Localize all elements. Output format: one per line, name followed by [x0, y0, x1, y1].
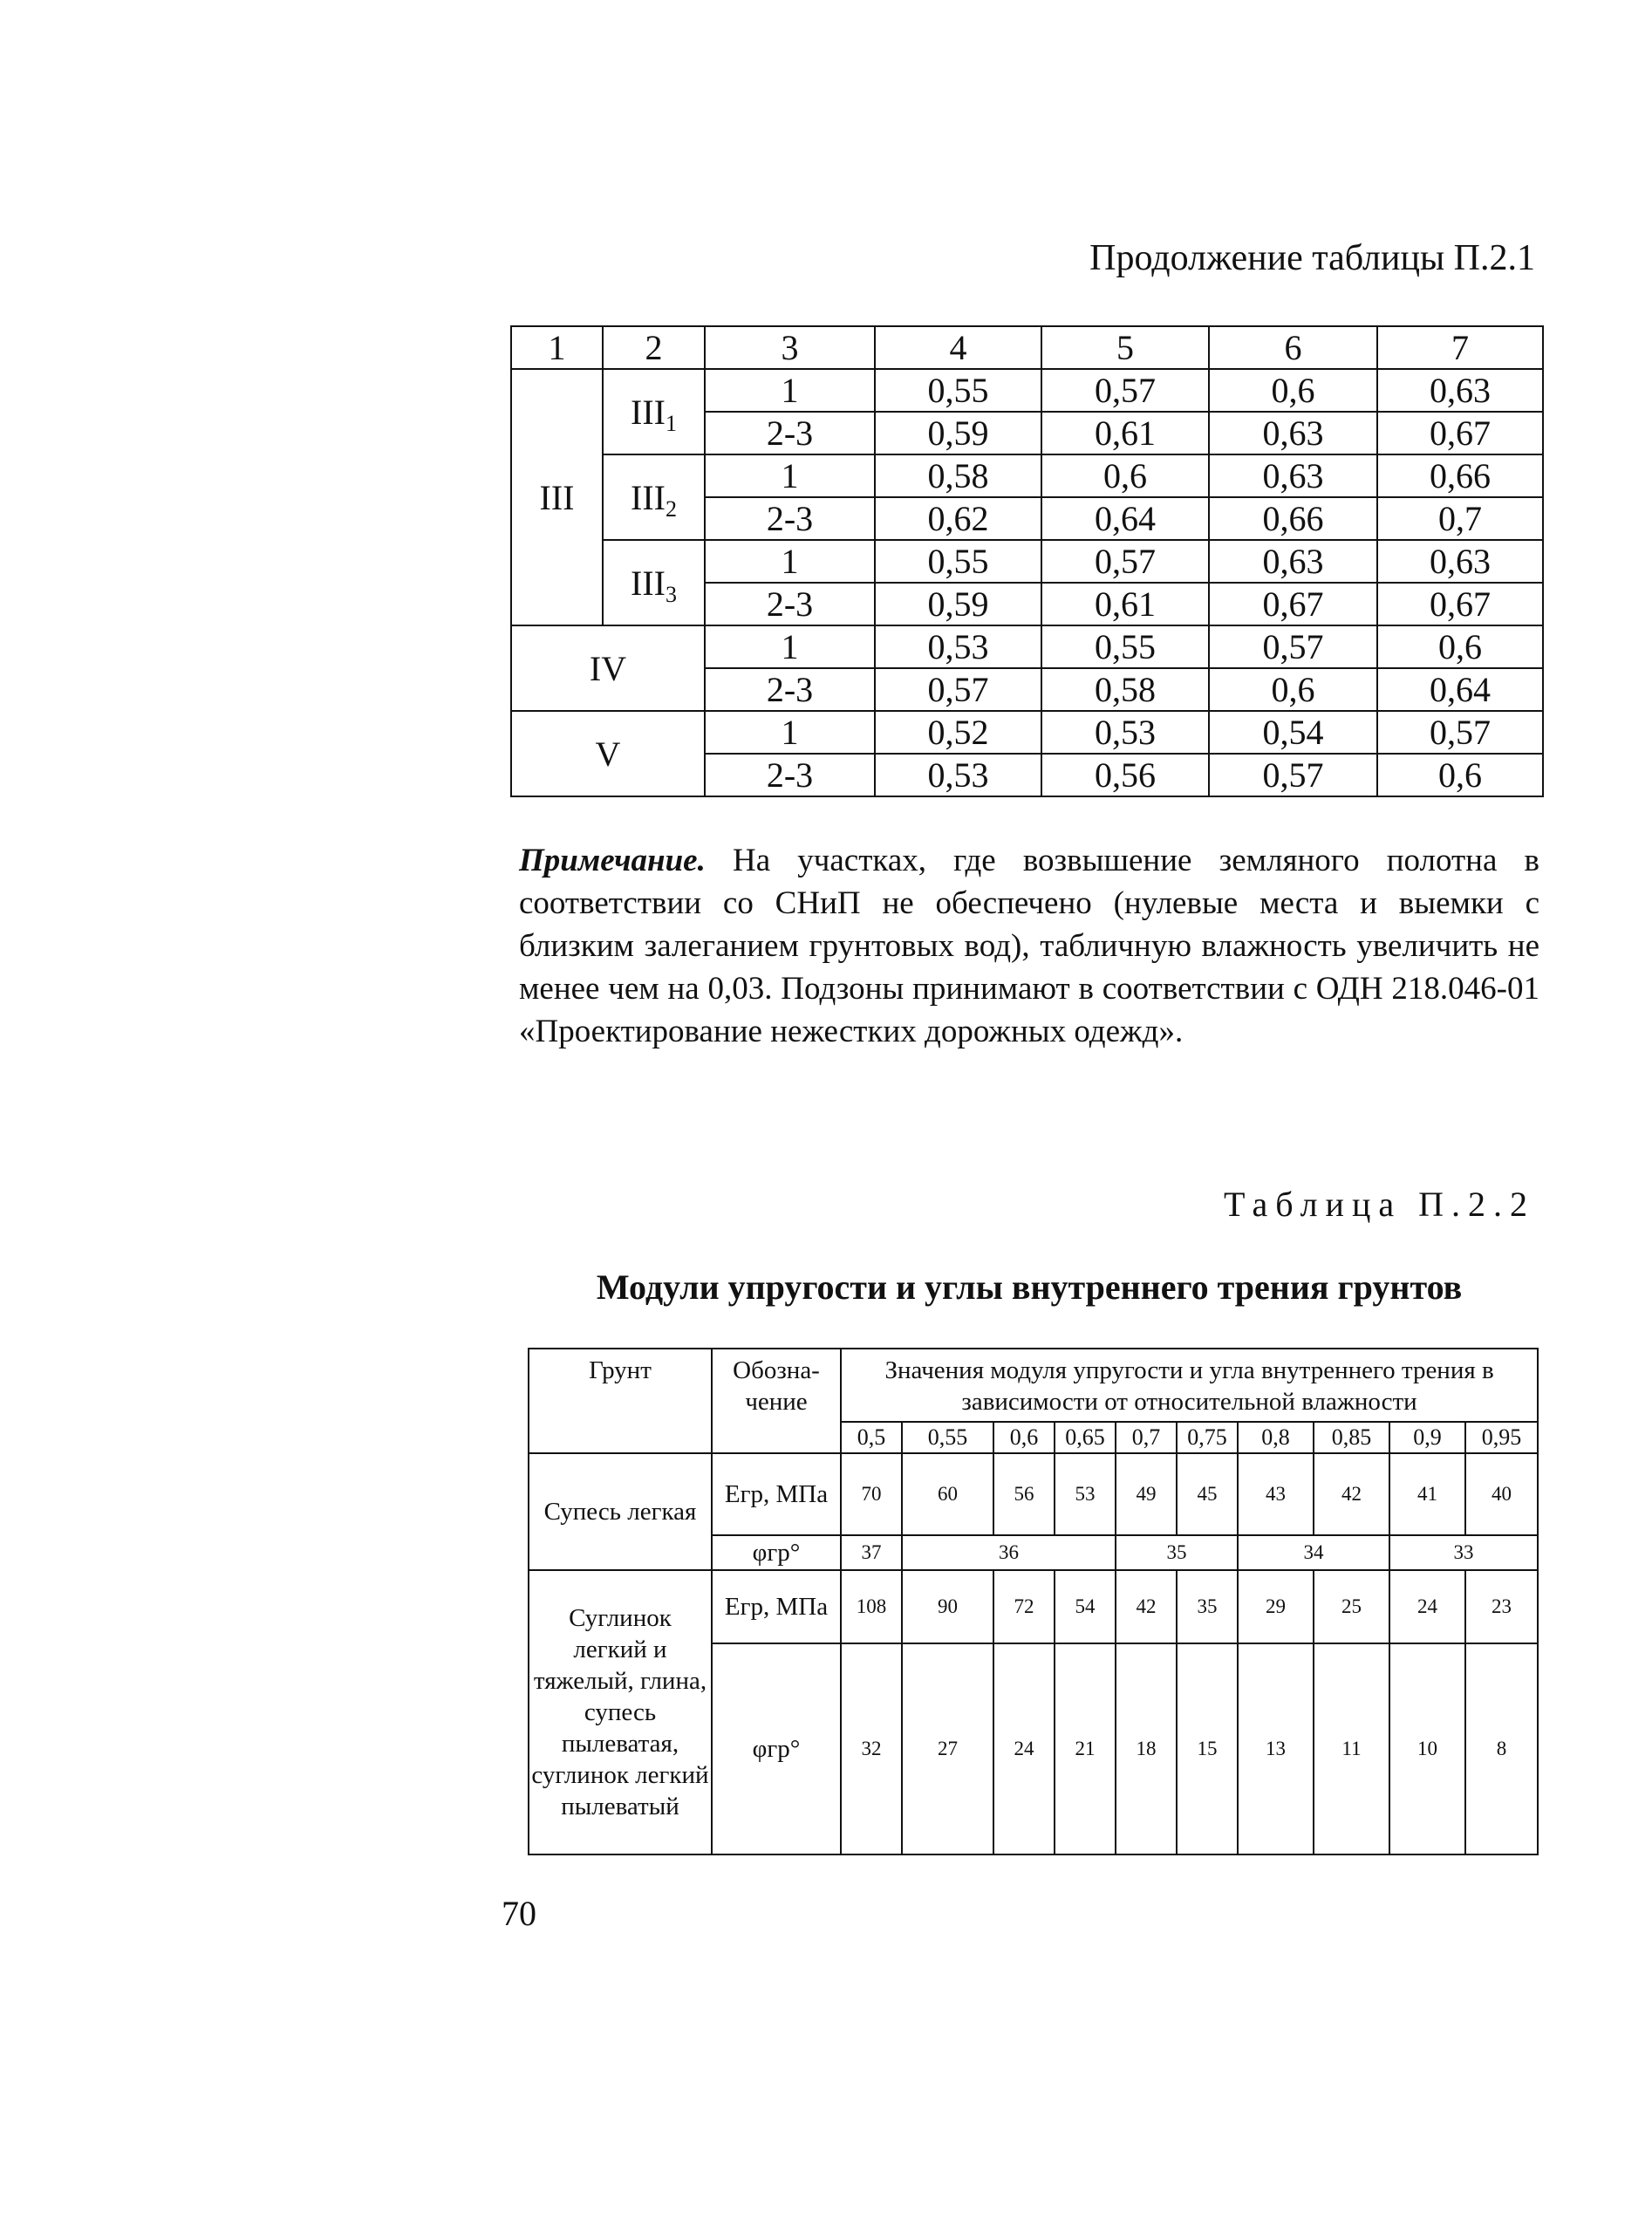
table-cell: 0,7: [1377, 497, 1543, 540]
header-cell: 2: [603, 326, 705, 369]
table-note: [519, 839, 1539, 1053]
table-cell: 0,57: [1041, 540, 1209, 583]
table-cell: 0,59: [875, 412, 1041, 454]
table-cell: 0,57: [1041, 369, 1209, 412]
e-label-cell: Егр, МПа: [712, 1453, 841, 1535]
table-cell: 56: [993, 1453, 1055, 1535]
table-cell: 2-3: [705, 668, 875, 711]
soil-header: Грунт: [529, 1349, 712, 1453]
table-cell: 2-3: [705, 583, 875, 625]
table-cell: 108: [841, 1570, 902, 1643]
table-cell: 54: [1055, 1570, 1116, 1643]
table-cell: 0,52: [875, 711, 1041, 754]
table-cell: 0,53: [875, 754, 1041, 796]
table-cell: 1: [705, 369, 875, 412]
phi-label-cell: φгр°: [712, 1535, 841, 1570]
table-cell: 0,57: [875, 668, 1041, 711]
table-cell: 11: [1314, 1643, 1389, 1854]
table-cell: 21: [1055, 1643, 1116, 1854]
table-cell: 2-3: [705, 412, 875, 454]
table-header-row: [511, 326, 1543, 369]
table-cell: 13: [1238, 1643, 1314, 1854]
zone-cell: V: [511, 711, 705, 796]
humidity-cell: 0,8: [1238, 1422, 1314, 1453]
table-cell: 37: [841, 1535, 902, 1570]
table-cell: 0,6: [1377, 754, 1543, 796]
table-cell: 0,58: [1041, 668, 1209, 711]
table-cell: 0,66: [1209, 497, 1377, 540]
header-cell: 1: [511, 326, 603, 369]
header-cell: 3: [705, 326, 875, 369]
subzone-cell: $III_2$: [603, 454, 705, 540]
continuation-title: Продолжение таблицы П.2.1: [1089, 238, 1535, 278]
zone-cell: III: [511, 369, 603, 625]
zone-cell: IV: [511, 625, 705, 711]
table-cell: 0,61: [1041, 412, 1209, 454]
humidity-cell: 0,65: [1055, 1422, 1116, 1453]
table-cell: 1: [705, 454, 875, 497]
table-cell: 27: [902, 1643, 993, 1854]
table-cell: 40: [1465, 1453, 1538, 1535]
table-cell: 60: [902, 1453, 993, 1535]
table-cell: 0,53: [875, 625, 1041, 668]
table-cell: 35: [1116, 1535, 1238, 1570]
table-cell: 0,56: [1041, 754, 1209, 796]
table-cell: 29: [1238, 1570, 1314, 1643]
table-cell: 0,63: [1209, 454, 1377, 497]
values-header: Значения модуля упругости и угла внутреннего трения в зависимости от относительной влажности: [841, 1349, 1538, 1422]
humidity-cell: 0,6: [993, 1422, 1055, 1453]
table-cell: 10: [1389, 1643, 1465, 1854]
designation-header: Обозна-чение: [712, 1349, 841, 1453]
table-title: Модули упругости и углы внутреннего трения грунтов: [596, 1267, 1463, 1307]
soil-cell: Суглинок легкий и тяжелый, глина, супесь пылеватая, суглинок легкий пылеватый: [529, 1570, 712, 1854]
table-cell: 0,66: [1377, 454, 1543, 497]
table-cell: 0,63: [1209, 412, 1377, 454]
humidity-cell: 0,85: [1314, 1422, 1389, 1453]
table-p22: [528, 1348, 1539, 1855]
table-cell: 0,57: [1209, 625, 1377, 668]
table-cell: 34: [1238, 1535, 1389, 1570]
table-cell: 1: [705, 625, 875, 668]
table-cell: 0,6: [1209, 668, 1377, 711]
table-p21-continuation: [510, 325, 1544, 797]
humidity-cell: 0,7: [1116, 1422, 1177, 1453]
humidity-cell: 0,5: [841, 1422, 902, 1453]
table-cell: 42: [1116, 1570, 1177, 1643]
table-cell: 0,67: [1377, 412, 1543, 454]
table-cell: 0,64: [1377, 668, 1543, 711]
table-cell: 70: [841, 1453, 902, 1535]
table-cell: 2-3: [705, 497, 875, 540]
table-cell: 0,59: [875, 583, 1041, 625]
table-cell: 0,6: [1209, 369, 1377, 412]
table-row: [529, 1453, 1538, 1535]
table-cell: 8: [1465, 1643, 1538, 1854]
table-cell: 0,61: [1041, 583, 1209, 625]
header-cell: 4: [875, 326, 1041, 369]
table-cell: 72: [993, 1570, 1055, 1643]
table-cell: 0,63: [1377, 369, 1543, 412]
table-cell: 42: [1314, 1453, 1389, 1535]
table-row: [511, 711, 1543, 754]
table-cell: 0,62: [875, 497, 1041, 540]
table-cell: 0,64: [1041, 497, 1209, 540]
note-label: Примечание.: [519, 843, 706, 878]
table-cell: 53: [1055, 1453, 1116, 1535]
table-cell: 15: [1177, 1643, 1238, 1854]
soil-cell: Супесь легкая: [529, 1453, 712, 1570]
table-label: Таблица П.2.2: [1224, 1185, 1535, 1224]
note-text: На участках, где возвышение земляного полотна в соответствии со СНиП не обеспечено (нулевые места и выемки с близким залеганием грунтовых вод), табличную влажность увеличить не менее чем на 0,03. Подзоны принимают в соответствии с ОДН 218.046-01 «Проектирование нежестких дорожных одежд».: [519, 843, 1539, 1049]
humidity-cell: 0,75: [1177, 1422, 1238, 1453]
table-cell: 45: [1177, 1453, 1238, 1535]
table-cell: 25: [1314, 1570, 1389, 1643]
table-cell: 24: [1389, 1570, 1465, 1643]
table-cell: 23: [1465, 1570, 1538, 1643]
table-cell: 35: [1177, 1570, 1238, 1643]
table-cell: 0,55: [875, 540, 1041, 583]
subzone-cell: $III_1$: [603, 369, 705, 454]
table-cell: 0,54: [1209, 711, 1377, 754]
table-row: [529, 1570, 1538, 1643]
table-cell: 1: [705, 711, 875, 754]
table-cell: 1: [705, 540, 875, 583]
phi-label-cell: φгр°: [712, 1643, 841, 1854]
humidity-cell: 0,95: [1465, 1422, 1538, 1453]
table-cell: 18: [1116, 1643, 1177, 1854]
table-cell: 0,63: [1377, 540, 1543, 583]
table-cell: 0,6: [1041, 454, 1209, 497]
table-cell: 0,55: [875, 369, 1041, 412]
subzone-cell: $III_3$: [603, 540, 705, 625]
header-cell: 6: [1209, 326, 1377, 369]
table-row: [511, 625, 1543, 668]
table-cell: 0,67: [1377, 583, 1543, 625]
table-cell: 0,57: [1209, 754, 1377, 796]
table-cell: 90: [902, 1570, 993, 1643]
table-row: [511, 369, 1543, 412]
table-cell: 0,57: [1377, 711, 1543, 754]
table-cell: 33: [1389, 1535, 1538, 1570]
page-number: 70: [502, 1894, 536, 1933]
table-cell: 43: [1238, 1453, 1314, 1535]
humidity-cell: 0,55: [902, 1422, 993, 1453]
humidity-cell: 0,9: [1389, 1422, 1465, 1453]
header-cell: 5: [1041, 326, 1209, 369]
table-cell: 0,63: [1209, 540, 1377, 583]
table-row: [511, 540, 1543, 583]
table-cell: 0,53: [1041, 711, 1209, 754]
table-header-row: [529, 1349, 1538, 1422]
table-cell: 2-3: [705, 754, 875, 796]
table-cell: 36: [902, 1535, 1116, 1570]
table-cell: 32: [841, 1643, 902, 1854]
table-row: [511, 454, 1543, 497]
table-cell: 41: [1389, 1453, 1465, 1535]
table-cell: 0,58: [875, 454, 1041, 497]
table-cell: 0,67: [1209, 583, 1377, 625]
table-cell: 49: [1116, 1453, 1177, 1535]
table-cell: 24: [993, 1643, 1055, 1854]
table-cell: 0,55: [1041, 625, 1209, 668]
e-label-cell: Егр, МПа: [712, 1570, 841, 1643]
table-cell: 0,6: [1377, 625, 1543, 668]
header-cell: 7: [1377, 326, 1543, 369]
